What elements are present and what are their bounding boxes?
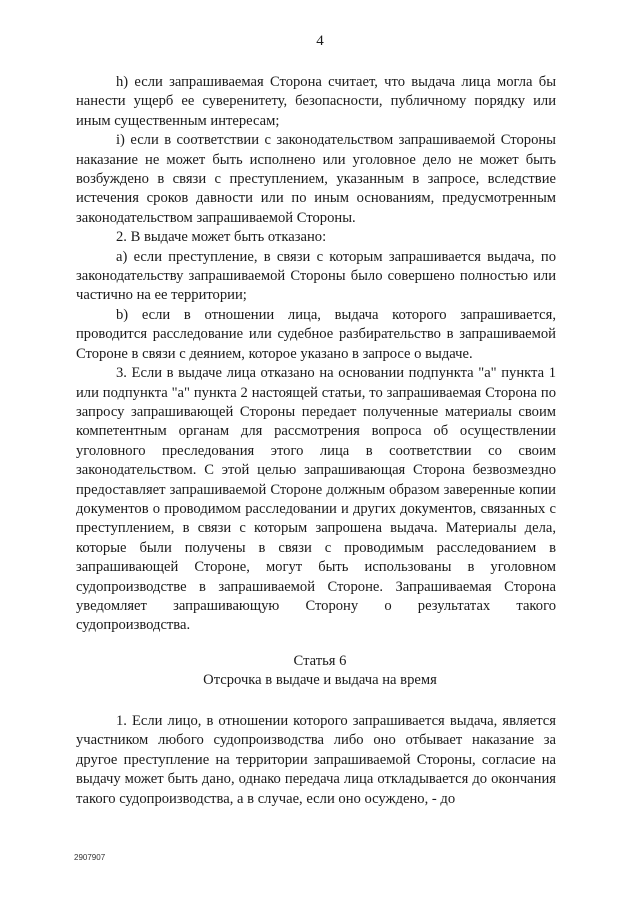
footer-code: 2907907 [74, 853, 106, 862]
article-title: Отсрочка в выдаче и выдача на время [203, 672, 437, 689]
article-body [76, 712, 556, 809]
paragraph-i: i) если в соответствии с законодательством запрашиваемой Стороны наказание не может быть исполнено или уголовное дело не может быть возбуждено в связи с преступлением, указанным в запросе, вследствие истечения сроков давности или по иным основаниям, предусмотренным законодательством запрашиваемой Стороны. [76, 132, 556, 226]
document-body [76, 73, 556, 636]
paragraph-2b: b) если в отношении лица, выдача которого запрашивается, проводится расследование или судебное разбирательство в запрашиваемой Стороне в связи с деянием, которое указано в запросе о выдаче. [76, 306, 556, 362]
article-paragraph-1: 1. Если лицо, в отношении которого запрашивается выдача, является участником любого судопроизводства либо оно отбывает наказание за другое преступление на территории запрашиваемой Стороны, согласие на выдачу может быть дано, однако передача лица откладывается до окончания такого судопроизводства, а в случае, если оно осуждено, - до [76, 713, 556, 807]
paragraph-2a: а) если преступление, в связи с которым запрашивается выдача, по законодательству запрашиваемой Стороны было совершено полностью или частично на ее территории; [76, 248, 556, 304]
article-heading [0, 652, 640, 691]
article-number: Статья 6 [293, 653, 347, 669]
paragraph-3: 3. Если в выдаче лица отказано на основании подпункта "а" пункта 1 или подпункта "а" пункта 2 настоящей статьи, то запрашиваемая Сторона по запросу запрашивающей Стороны передает полученные материалы своим компетентным органам для рассмотрения вопроса об осуществлении уголовного преследования этого лица в соответствии со своим законодательством. С этой целью запрашивающая Сторона безвозмездно предоставляет запрашиваемой Стороне должным образом заверенные копии документов о проводимом расследовании и других документов, связанных с преступлением, в связи с которым запрошена выдача. Материалы дела, которые были получены в связи с проводимым расследованием в запрашивающей Стороне, могут быть использованы в уголовном судопроизводстве в запрашиваемой Стороне. Запрашиваемая Сторона уведомляет запрашивающую Сторону о результатах такого судопроизводства. [76, 365, 556, 634]
paragraph-2: 2. В выдаче может быть отказано: [116, 229, 327, 246]
paragraph-h: h) если запрашиваемая Сторона считает, что выдача лица могла бы нанести ущерб ее суверенитету, безопасности, публичному порядку или иным существенным интересам; [76, 74, 556, 129]
page-number: 4 [316, 33, 324, 49]
